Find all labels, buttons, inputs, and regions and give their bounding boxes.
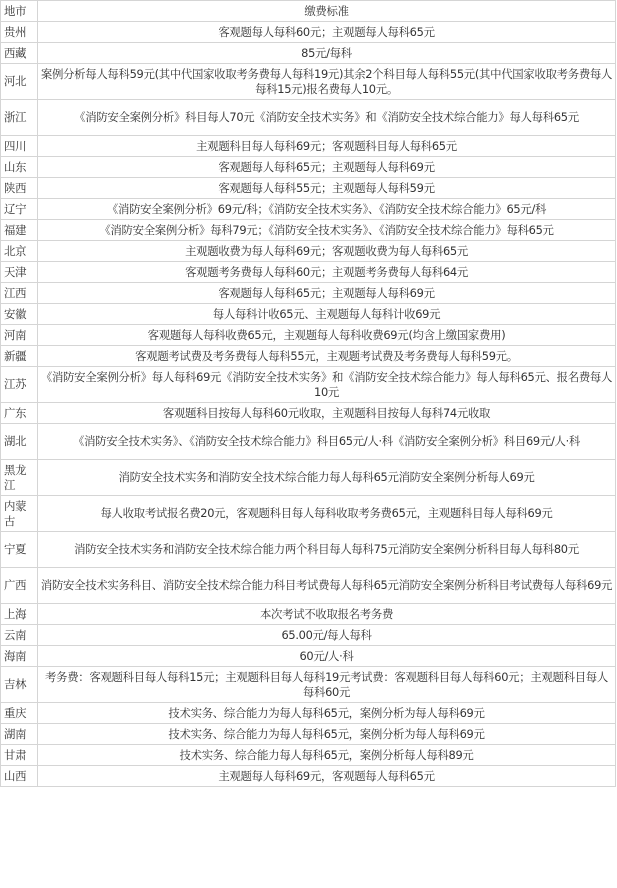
- fee-standard-cell: 客观题科目按每人每科60元收取，主观题科目按每人每科74元收取: [38, 403, 616, 424]
- region-cell: 西藏: [1, 43, 38, 64]
- table-row: [1, 22, 616, 43]
- region-cell: 内蒙古: [1, 496, 38, 532]
- table-row: [1, 346, 616, 367]
- table-row: [1, 604, 616, 625]
- region-cell: 云南: [1, 625, 38, 646]
- region-cell: 吉林: [1, 667, 38, 703]
- table-row: [1, 64, 616, 100]
- fee-standard-cell: 客观题考试费及考务费每人每科55元，主观题考试费及考务费每人每科59元。: [38, 346, 616, 367]
- table-row: [1, 766, 616, 787]
- region-cell: 浙江: [1, 100, 38, 136]
- fee-standard-cell: 主观题科目每人每科69元；客观题科目每人每科65元: [38, 136, 616, 157]
- table-row: [1, 304, 616, 325]
- header-standard-cell: 缴费标准: [38, 1, 616, 22]
- fee-standard-cell: 主观题收费为每人每科69元；客观题收费为每人每科65元: [38, 241, 616, 262]
- table-row: [1, 241, 616, 262]
- table-row: [1, 220, 616, 241]
- fee-standard-cell: 消防安全技术实务和消防安全技术综合能力每人每科65元消防安全案例分析每人69元: [38, 460, 616, 496]
- region-cell: 山东: [1, 157, 38, 178]
- region-cell: 湖北: [1, 424, 38, 460]
- fee-standard-cell: 客观题考务费每人每科60元；主观题考务费每人每科64元: [38, 262, 616, 283]
- fee-standard-cell: 65.00元/每人每科: [38, 625, 616, 646]
- fee-standard-cell: 消防安全技术实务和消防安全技术综合能力两个科目每人每科75元消防安全案例分析科目每人每科80元: [38, 532, 616, 568]
- region-cell: 上海: [1, 604, 38, 625]
- fee-standard-cell: 《消防安全案例分析》每科79元；《消防安全技术实务》、《消防安全技术综合能力》每科65元: [38, 220, 616, 241]
- table-row: [1, 157, 616, 178]
- header-region-cell: 地市: [1, 1, 38, 22]
- table-row: [1, 325, 616, 346]
- fee-standard-cell: 客观题每人每科55元；主观题每人每科59元: [38, 178, 616, 199]
- table-row: [1, 403, 616, 424]
- fee-standard-cell: 《消防安全案例分析》每人每科69元《消防安全技术实务》和《消防安全技术综合能力》每人每科65元、报名费每人10元: [38, 367, 616, 403]
- fee-standard-cell: 客观题每人每科收费65元，主观题每人每科收费69元(均含上缴国家费用): [38, 325, 616, 346]
- region-cell: 陕西: [1, 178, 38, 199]
- table-row: [1, 646, 616, 667]
- region-cell: 广东: [1, 403, 38, 424]
- fee-standard-cell: 消防安全技术实务科目、消防安全技术综合能力科目考试费每人每科65元消防安全案例分析科目考试费每人每科69元: [38, 568, 616, 604]
- fee-standard-cell: 客观题每人每科60元；主观题每人每科65元: [38, 22, 616, 43]
- table-row: [1, 568, 616, 604]
- table-row: [1, 100, 616, 136]
- table-row: [1, 460, 616, 496]
- region-cell: 辽宁: [1, 199, 38, 220]
- fee-standard-cell: 《消防安全案例分析》69元/科；《消防安全技术实务》、《消防安全技术综合能力》65元/科: [38, 199, 616, 220]
- table-row: [1, 724, 616, 745]
- table-row: [1, 667, 616, 703]
- region-cell: 宁夏: [1, 532, 38, 568]
- region-cell: 新疆: [1, 346, 38, 367]
- fee-standard-cell: 《消防安全技术实务》、《消防安全技术综合能力》科目65元/人·科《消防安全案例分析》科目69元/人·科: [38, 424, 616, 460]
- region-cell: 山西: [1, 766, 38, 787]
- region-cell: 贵州: [1, 22, 38, 43]
- region-cell: 黑龙江: [1, 460, 38, 496]
- region-cell: 甘肃: [1, 745, 38, 766]
- region-cell: 北京: [1, 241, 38, 262]
- fee-standard-cell: 技术实务、综合能力每人每科65元，案例分析每人每科89元: [38, 745, 616, 766]
- table-row: [1, 625, 616, 646]
- region-cell: 江西: [1, 283, 38, 304]
- region-cell: 安徽: [1, 304, 38, 325]
- fee-standard-cell: 主观题每人每科69元，客观题每人每科65元: [38, 766, 616, 787]
- table-row: [1, 283, 616, 304]
- region-cell: 河南: [1, 325, 38, 346]
- table-row: [1, 178, 616, 199]
- region-cell: 广西: [1, 568, 38, 604]
- fee-standard-cell: 《消防安全案例分析》科目每人70元《消防安全技术实务》和《消防安全技术综合能力》每人每科65元: [38, 100, 616, 136]
- region-cell: 海南: [1, 646, 38, 667]
- table-row: [1, 532, 616, 568]
- region-cell: 天津: [1, 262, 38, 283]
- fee-standard-cell: 技术实务、综合能力为每人每科65元，案例分析为每人每科69元: [38, 703, 616, 724]
- table-row: [1, 43, 616, 64]
- fee-standard-cell: 技术实务、综合能力为每人每科65元，案例分析为每人每科69元: [38, 724, 616, 745]
- table-row: [1, 367, 616, 403]
- region-cell: 福建: [1, 220, 38, 241]
- fee-standard-cell: 考务费：客观题科目每人每科15元；主观题科目每人每科19元考试费：客观题科目每人每科60元；主观题科目每人每科60元: [38, 667, 616, 703]
- region-cell: 四川: [1, 136, 38, 157]
- fee-standard-cell: 客观题每人每科65元；主观题每人每科69元: [38, 283, 616, 304]
- fee-standard-cell: 本次考试不收取报名考务费: [38, 604, 616, 625]
- fee-standard-cell: 客观题每人每科65元；主观题每人每科69元: [38, 157, 616, 178]
- region-cell: 重庆: [1, 703, 38, 724]
- table-row: [1, 136, 616, 157]
- table-header-row: [1, 1, 616, 22]
- region-cell: 江苏: [1, 367, 38, 403]
- fee-table-body: [1, 1, 616, 787]
- table-row: [1, 745, 616, 766]
- fee-standard-cell: 85元/每科: [38, 43, 616, 64]
- table-row: [1, 262, 616, 283]
- fee-standard-cell: 每人每科计收65元、主观题每人每科计收69元: [38, 304, 616, 325]
- fee-standard-cell: 案例分析每人每科59元(其中代国家收取考务费每人每科19元)其余2个科目每人每科55元(其中代国家收取考务费每人每科15元)报名费每人10元。: [38, 64, 616, 100]
- fee-standard-cell: 每人收取考试报名费20元，客观题科目每人每科收取考务费65元，主观题科目每人每科69元: [38, 496, 616, 532]
- region-cell: 河北: [1, 64, 38, 100]
- table-row: [1, 199, 616, 220]
- table-row: [1, 496, 616, 532]
- region-cell: 湖南: [1, 724, 38, 745]
- table-row: [1, 424, 616, 460]
- table-row: [1, 703, 616, 724]
- fee-standard-cell: 60元/人·科: [38, 646, 616, 667]
